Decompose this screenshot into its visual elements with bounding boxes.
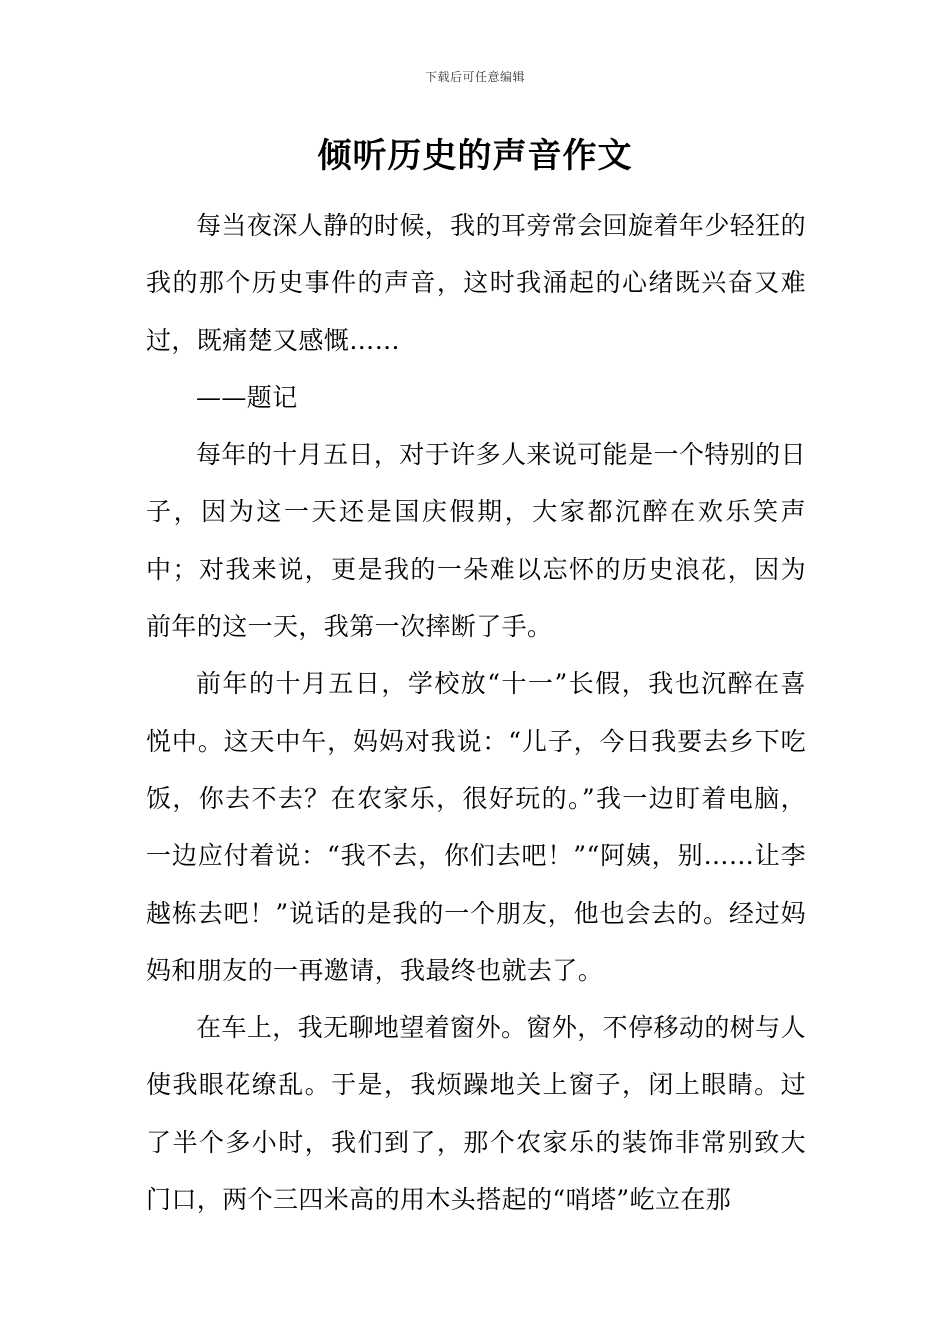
paragraph: 每年的十月五日，对于许多人来说可能是一个特别的日子，因为这一天还是国庆假期，大家都沉醉在欢乐笑声中；对我来说，更是我的一朵难以忘怀的历史浪花，因为前年的这一天，我第一次摔断了手。 [146,440,806,642]
article-body [146,197,806,1228]
paragraph-epigraph: ——题记 [196,382,298,412]
paragraph: 前年的十月五日，学校放“十一”长假，我也沉醉在喜悦中。这天中午，妈妈对我说：“儿子，今日我要去乡下吃饭，你去不去？在农家乐，很好玩的。”我一边盯着电脑，一边应付着说：“我不去，你们去吧！”“阿姨，别……让李越栋去吧！”说话的是我的一个朋友，他也会去的。经过妈妈和朋友的一再邀请，我最终也就去了。 [146,669,806,985]
paragraph-intro: 每当夜深人静的时候，我的耳旁常会回旋着年少轻狂的我的那个历史事件的声音，这时我涌起的心绪既兴奋又难过，既痛楚又感慨…… [146,211,806,355]
page-title: 倾听历史的声音作文 [317,136,633,176]
paragraph: 在车上，我无聊地望着窗外。窗外，不停移动的树与人使我眼花缭乱。于是，我烦躁地关上窗子，闭上眼睛。过了半个多小时，我们到了，那个农家乐的装饰非常别致大门口，两个三四米高的用木头搭起的“哨塔”屹立在那 [146,1013,806,1215]
header-note: 下载后可任意编辑 [424,70,525,84]
